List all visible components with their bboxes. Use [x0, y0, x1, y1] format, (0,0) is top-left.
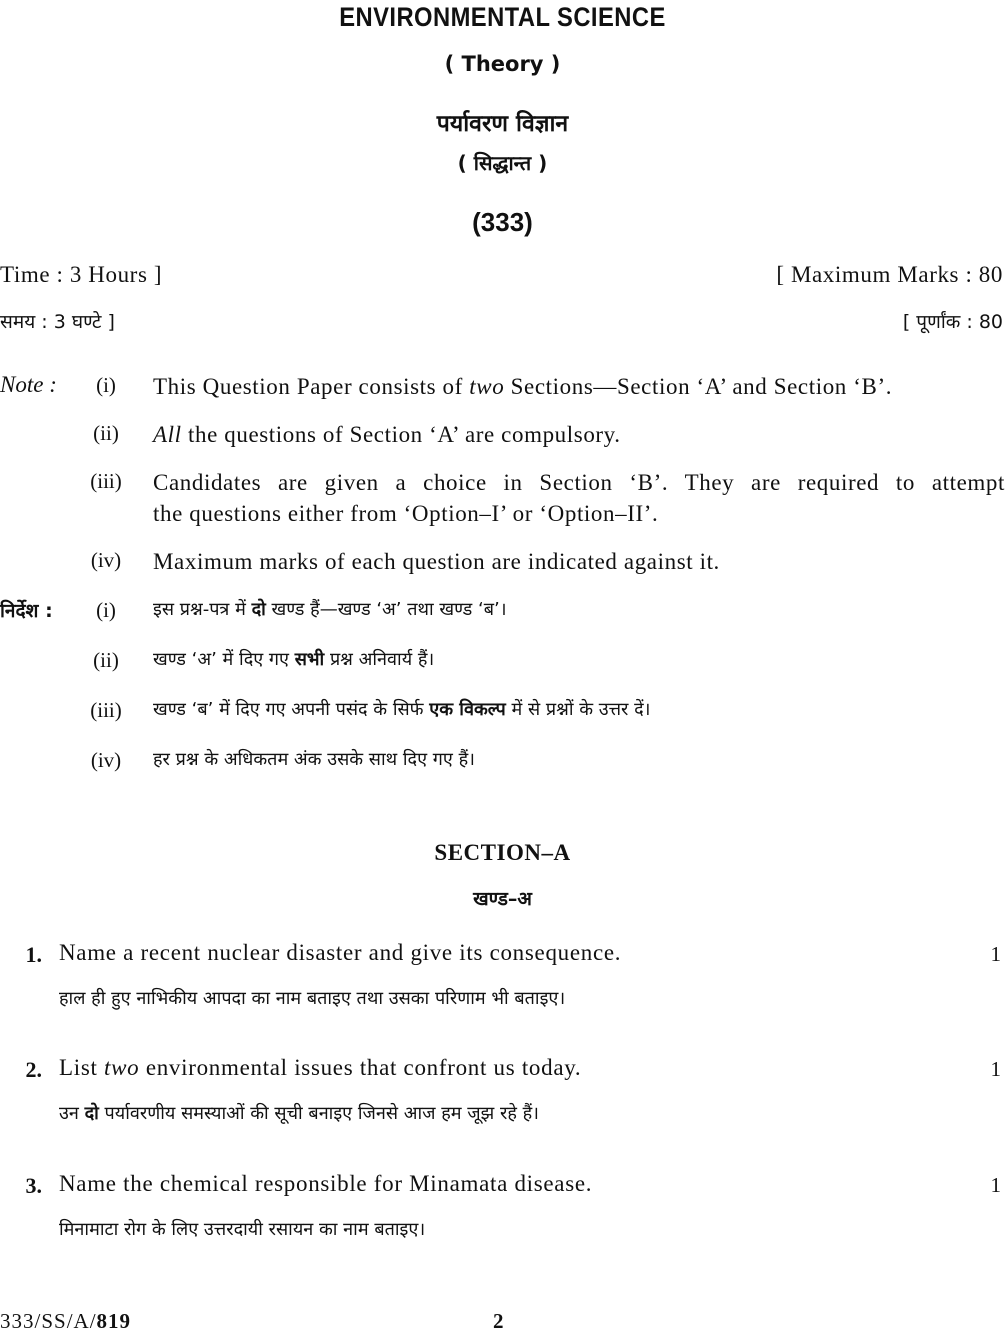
section-title: SECTION–A [434, 840, 571, 865]
nirdesh-item: खण्ड ‘अ’ में दिए गए सभी प्रश्न अनिवार्य हैं। [153, 649, 435, 670]
question-text: Name the chemical responsible for Minamata disease. [59, 1171, 593, 1196]
question-marks: 1 [990, 942, 1001, 966]
note-item: Candidates are given a choice in Section ‘B’. They are required to attempt [153, 470, 1005, 495]
note-item: Maximum marks of each question are indicated against it. [153, 549, 720, 574]
note-label: Note : [0, 372, 57, 397]
note-num: (ii) [93, 421, 119, 445]
paper-code: (333) [472, 207, 533, 237]
paper-subtitle-hindi: ( सिद्धान्त ) [457, 151, 548, 175]
page-number: 2 [493, 1309, 505, 1333]
paper-title-hindi: पर्यावरण विज्ञान [436, 111, 569, 137]
section-title-hindi: खण्ड–अ [473, 888, 532, 910]
question-text: Name a recent nuclear disaster and give its consequence. [59, 940, 622, 965]
nirdesh-label: निर्देश : [0, 600, 53, 622]
paper-title: ENVIRONMENTAL SCIENCE [339, 2, 666, 32]
note-num: (i) [96, 373, 116, 397]
nirdesh-num: (i) [96, 598, 116, 622]
time-label-hindi: समय : 3 घण्टे ] [0, 311, 115, 333]
question-number: 2. [25, 1057, 42, 1082]
nirdesh-num: (iii) [90, 698, 122, 722]
note-item: All the questions of Section ‘A’ are compulsory. [153, 422, 621, 447]
time-label: Time : 3 Hours ] [0, 262, 163, 287]
note-num: (iii) [90, 469, 122, 493]
note-item-continued: the questions either from ‘Option–I’ or ‘Option–II’. [153, 501, 659, 526]
max-marks-label-hindi: [ पूर्णांक : 80 [902, 311, 1003, 333]
paper-subtitle: ( Theory ) [444, 52, 561, 76]
max-marks-label: [ Maximum Marks : 80 [776, 262, 1003, 287]
question-number: 1. [25, 942, 42, 967]
nirdesh-num: (ii) [93, 648, 119, 672]
nirdesh-num: (iv) [90, 748, 122, 772]
nirdesh-item: खण्ड ‘ब’ में दिए गए अपनी पसंद के सिर्फ एक विकल्प में से प्रश्नों के उत्तर दें। [153, 699, 651, 720]
note-num: (iv) [90, 548, 122, 572]
footer-code: 333/SS/A/819 [0, 1309, 132, 1333]
question-text: List two environmental issues that confront us today. [59, 1055, 582, 1080]
question-text-hindi: उन दो पर्यावरणीय समस्याओं की सूची बनाइए जिनसे आज हम जूझ रहे हैं। [59, 1103, 539, 1124]
question-text-hindi: हाल ही हुए नाभिकीय आपदा का नाम बताइए तथा उसका परिणाम भी बताइए। [59, 988, 566, 1009]
question-text-hindi: मिनामाटा रोग के लिए उत्तरदायी रसायन का नाम बताइए। [59, 1219, 426, 1240]
question-number: 3. [25, 1173, 42, 1198]
question-marks: 1 [990, 1173, 1001, 1197]
note-item: This Question Paper consists of two Sections—Section ‘A’ and Section ‘B’. [153, 374, 893, 399]
nirdesh-item: हर प्रश्न के अधिकतम अंक उसके साथ दिए गए हैं। [153, 749, 475, 770]
nirdesh-item: इस प्रश्न-पत्र में दो खण्ड हैं—खण्ड ‘अ’ तथा खण्ड ‘ब’। [153, 599, 507, 620]
question-marks: 1 [990, 1057, 1001, 1081]
